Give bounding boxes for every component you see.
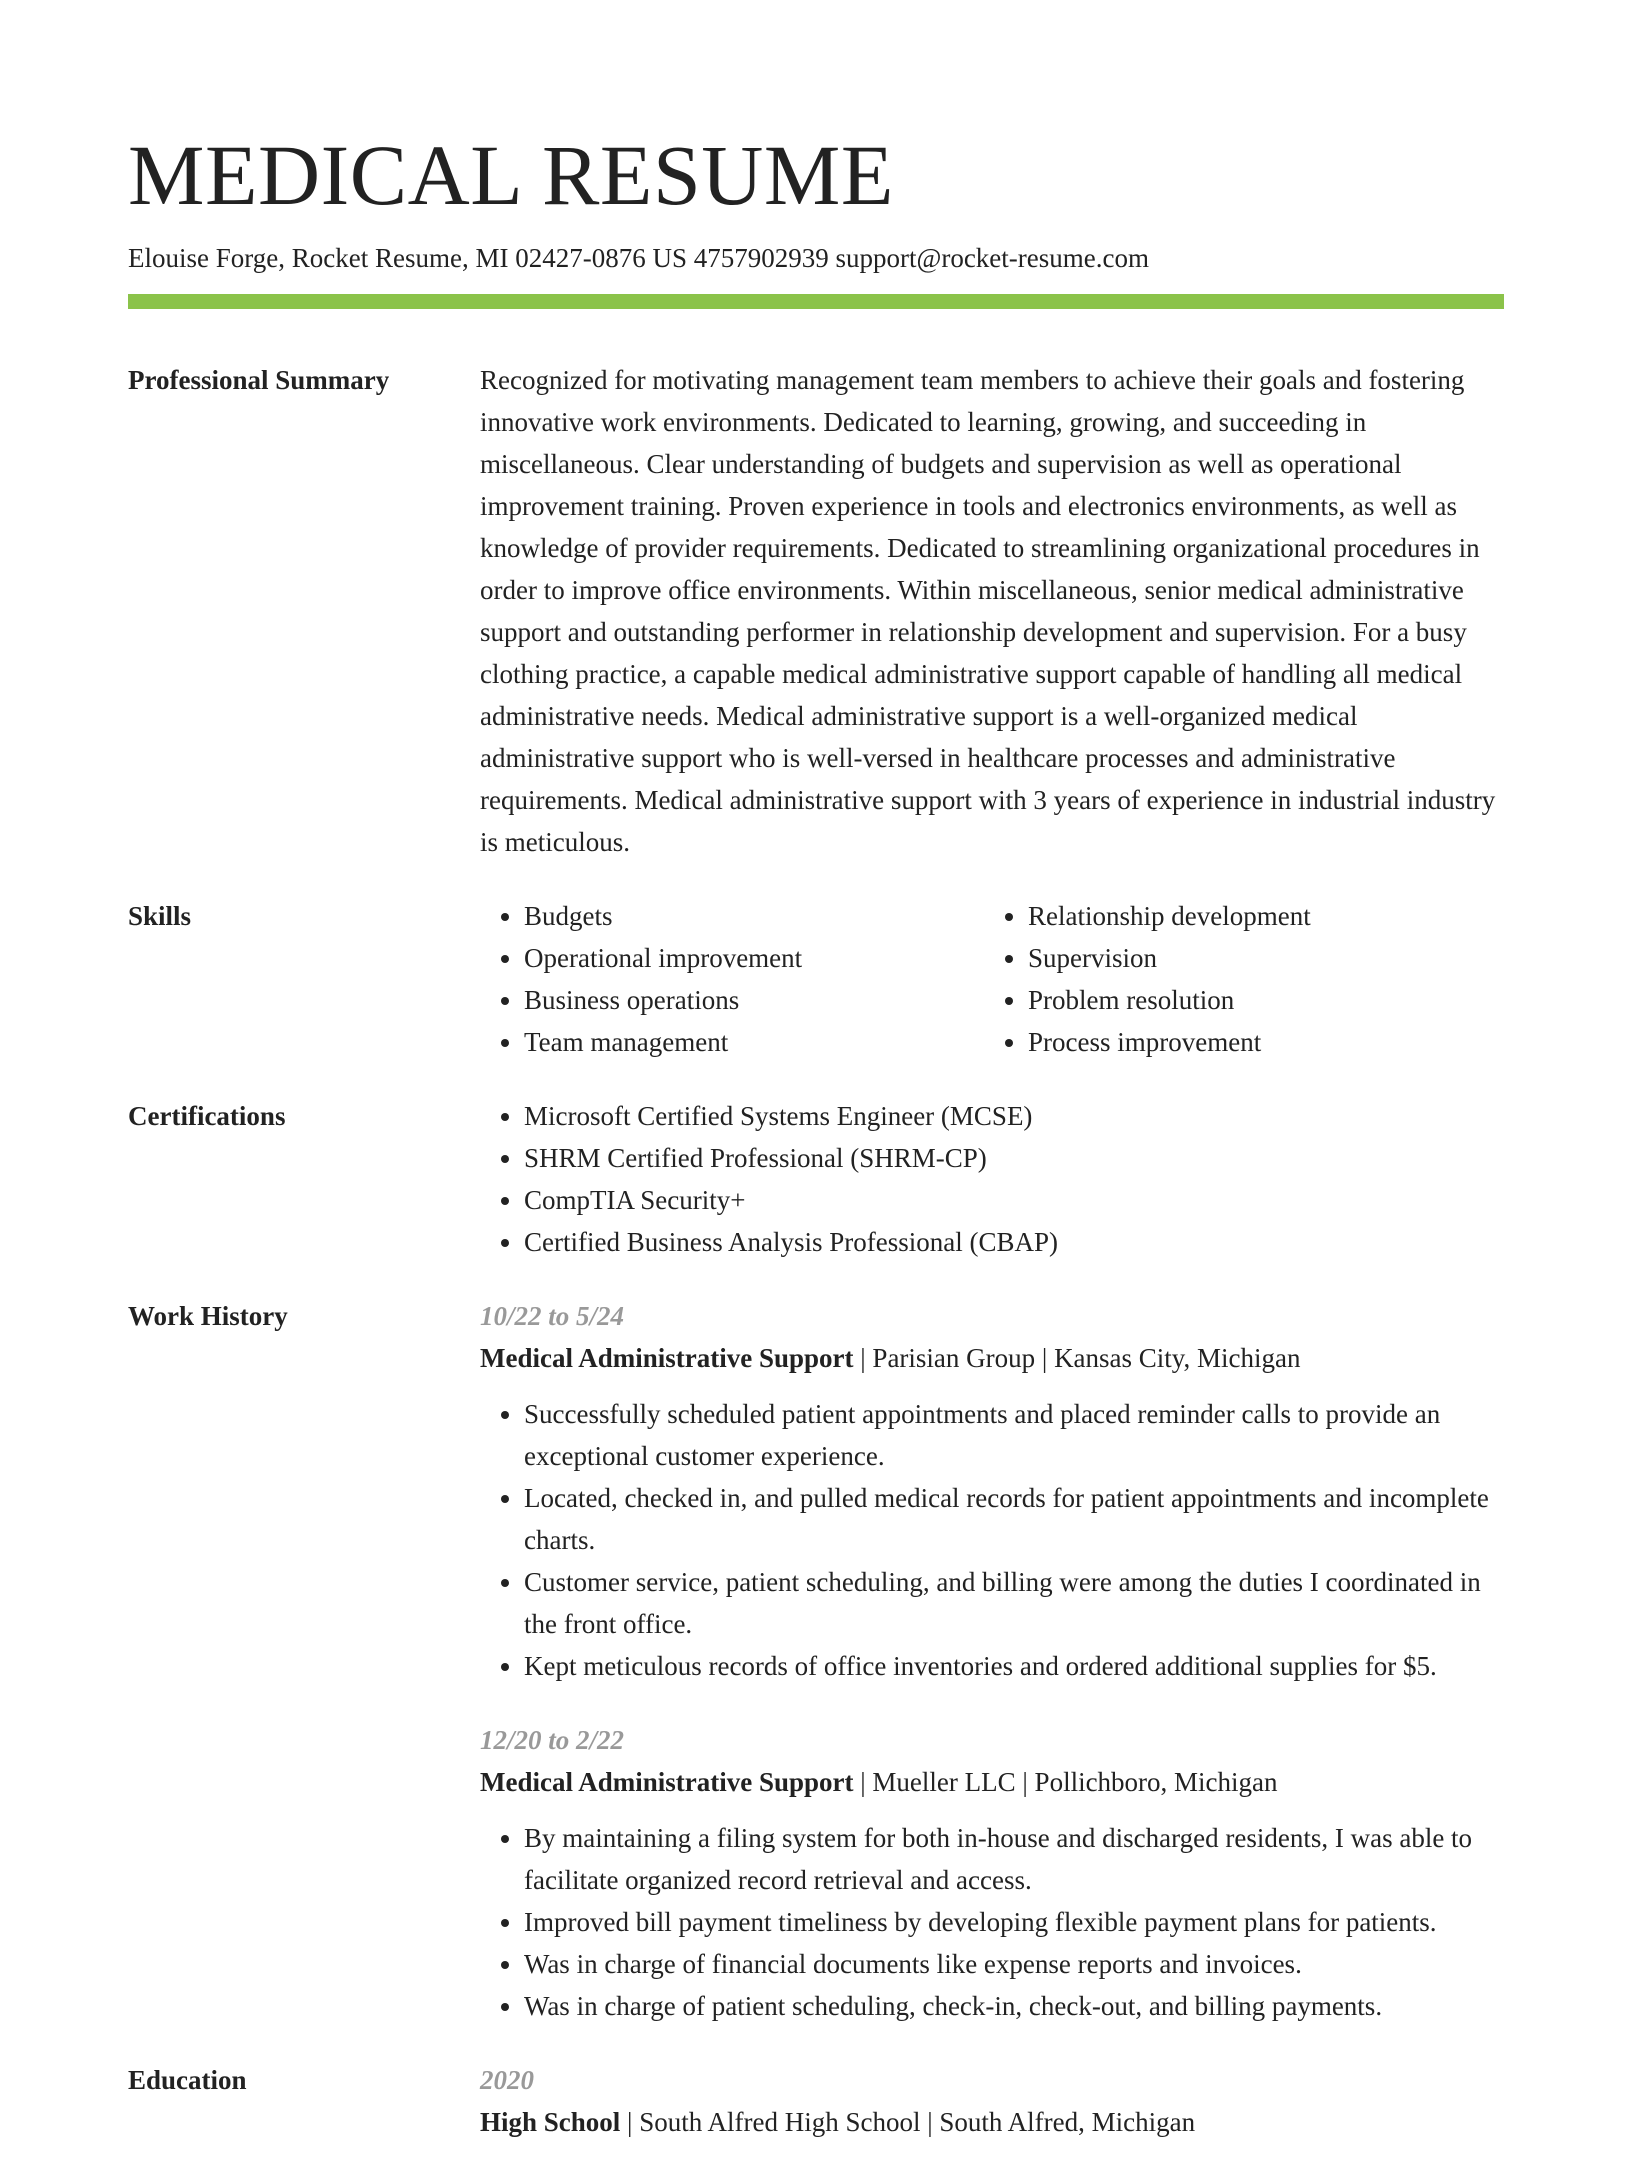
skill-item: • Process improvement [1028, 1021, 1488, 1063]
certifications-heading: Certifications [128, 1101, 286, 1132]
job-company: Mueller LLC [872, 1767, 1016, 1798]
skills-list-left [480, 895, 984, 1063]
separator: | [920, 2107, 940, 2138]
education-body [480, 2059, 1504, 2157]
job-dates: 10/22 to 5/24 [480, 1301, 625, 1332]
education-dates: 2020 [480, 2065, 534, 2096]
certification-item: • Certified Business Analysis Professional (CBAP) [524, 1221, 1504, 1263]
skills-heading: Skills [128, 901, 192, 932]
certification-item: • Microsoft Certified Systems Engineer (MCSE) [524, 1095, 1504, 1137]
job-bullets [480, 1393, 1504, 1687]
skill-item: • Business operations [524, 979, 984, 1021]
job-bullet: • Customer service, patient scheduling, and billing were among the duties I coordinated in the front office. [524, 1561, 1504, 1645]
certification-item: • SHRM Certified Professional (SHRM-CP) [524, 1137, 1504, 1179]
certifications-list [480, 1095, 1504, 1263]
job-entry [480, 1295, 1504, 1687]
separator: | [1015, 1767, 1035, 1798]
job-title: Medical Administrative Support [480, 1767, 854, 1798]
job-bullet: • Improved bill payment timeliness by developing flexible payment plans for patients. [524, 1901, 1504, 1943]
education-title-line [480, 2101, 1504, 2143]
certifications-section [128, 1095, 1504, 1263]
accent-divider [128, 294, 1504, 309]
summary-body [480, 359, 1504, 863]
skill-item: • Team management [524, 1021, 984, 1063]
separator: | [620, 2107, 640, 2138]
certification-item: • CompTIA Security+ [524, 1179, 1504, 1221]
education-heading: Education [128, 2065, 247, 2096]
education-entry [480, 2059, 1504, 2143]
skill-item: • Operational improvement [524, 937, 984, 979]
job-title: Medical Administrative Support [480, 1343, 854, 1374]
job-dates: 12/20 to 2/22 [480, 1725, 625, 1756]
job-company: Parisian Group [872, 1343, 1036, 1374]
resume-title: MEDICAL RESUME [128, 127, 894, 223]
separator: | [853, 1767, 873, 1798]
skills-body [480, 895, 1504, 1063]
job-entry [480, 1719, 1504, 2027]
separator: | [853, 1343, 873, 1374]
summary-heading: Professional Summary [128, 365, 390, 396]
job-location: Kansas City, Michigan [1054, 1343, 1301, 1374]
separator: | [1035, 1343, 1055, 1374]
work-history-heading: Work History [128, 1301, 288, 1332]
job-location: Pollichboro, Michigan [1034, 1767, 1278, 1798]
skill-item: • Relationship development [1028, 895, 1488, 937]
job-bullet: • Kept meticulous records of office inventories and ordered additional supplies for $5. [524, 1645, 1504, 1687]
job-title-line [480, 1761, 1504, 1803]
job-bullets [480, 1817, 1504, 2027]
education-school: South Alfred High School [639, 2107, 921, 2138]
job-bullet: • By maintaining a filing system for both in-house and discharged residents, I was able to facilitate organized record retrieval and access. [524, 1817, 1504, 1901]
certifications-body [480, 1095, 1504, 1263]
skill-item: • Problem resolution [1028, 979, 1488, 1021]
work-history-section [128, 1295, 1504, 2027]
resume-sections [128, 359, 1504, 2157]
education-location: South Alfred, Michigan [939, 2107, 1196, 2138]
job-bullet: • Was in charge of patient scheduling, check-in, check-out, and billing payments. [524, 1985, 1504, 2027]
skills-list-right [984, 895, 1488, 1063]
job-bullet: • Was in charge of financial documents like expense reports and invoices. [524, 1943, 1504, 1985]
work-history-body [480, 1295, 1504, 2027]
contact-line: Elouise Forge, Rocket Resume, MI 02427-0876 US 4757902939 support@rocket-resume.com [128, 243, 1149, 273]
summary-section [128, 359, 1504, 863]
skills-section [128, 895, 1504, 1063]
skills-grid [480, 895, 1504, 1063]
job-bullet: • Located, checked in, and pulled medical records for patient appointments and incomplete charts. [524, 1477, 1504, 1561]
skill-item: • Budgets [524, 895, 984, 937]
education-section [128, 2059, 1504, 2157]
job-title-line [480, 1337, 1504, 1379]
summary-text: Recognized for motivating management team members to achieve their goals and fostering innovative work environments. Dedicated to learning, growing, and succeeding in miscellaneous. Clear understanding of budgets and supervision as well as operational improvement training. Proven experience in tools and electronics environments, as well as knowledge of provider requirements. Dedicated to streamlining organizational procedures in order to improve office environments. Within miscellaneous, senior medical administrative support and outstanding performer in relationship development and supervision. For a busy clothing practice, a capable medical administrative support capable of handling all medical administrative needs. Medical administrative support is a well-organized medical administrative support who is well-versed in healthcare processes and administrative requirements. Medical administrative support with 3 years of experience in industrial industry is meticulous. [480, 365, 1496, 858]
skill-item: • Supervision [1028, 937, 1488, 979]
job-bullet: • Successfully scheduled patient appointments and placed reminder calls to provide an exceptional customer experience. [524, 1393, 1504, 1477]
education-degree: High School [480, 2107, 621, 2138]
